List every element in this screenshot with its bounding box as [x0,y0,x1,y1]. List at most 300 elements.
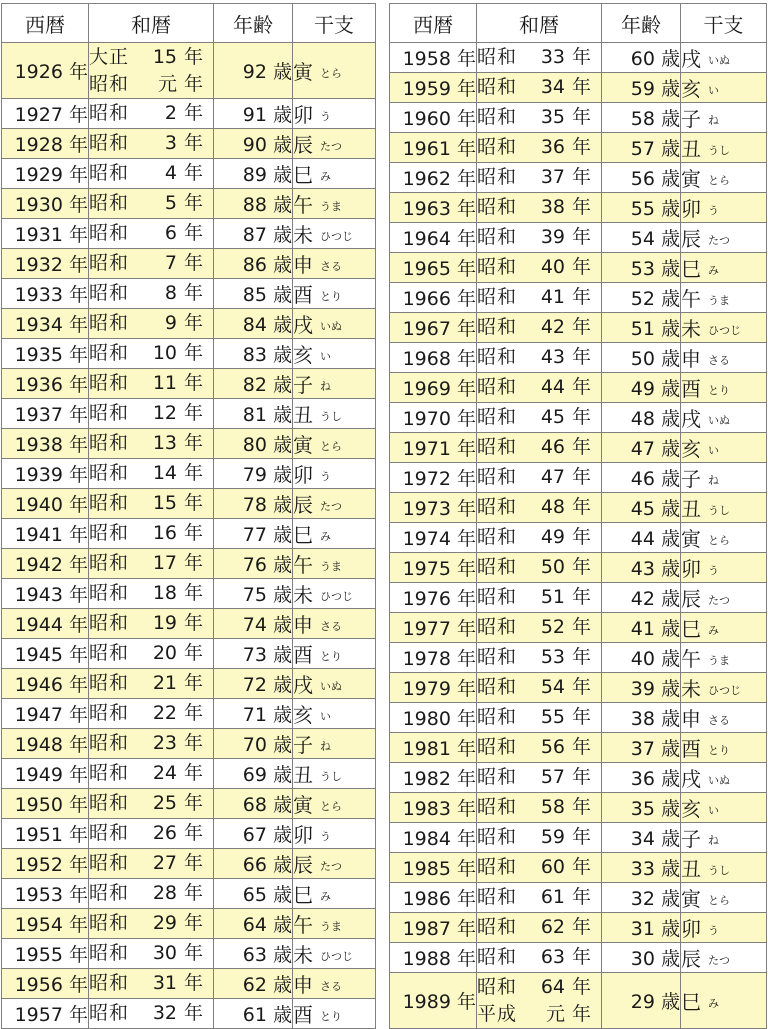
year-suffix: 年 [456,228,476,250]
year-suffix: 年 [456,48,476,70]
age-value: 50 [630,348,655,370]
year-suffix: 年 [68,134,88,156]
eto-cell [681,913,767,943]
eto-kanji: 未 [293,943,313,967]
era-year: 55 [540,706,565,728]
table-row [390,613,767,643]
eto-kanji: 丑 [681,137,701,161]
age-suffix: 歳 [660,768,680,790]
year-suffix: 年 [184,402,204,424]
wareki-line [477,134,601,161]
age-suffix: 歳 [660,798,680,820]
table-row [390,853,767,883]
table-row [2,399,376,429]
era-year: 18 [152,582,177,604]
age-cell [602,103,681,133]
wareki-line [89,44,213,71]
eto-cell [681,643,767,673]
wareki-line [89,730,213,757]
wareki-line [89,100,213,127]
eto-reading: うし [320,770,342,783]
wareki-cell [89,699,214,729]
eto-kanji: 申 [293,973,313,997]
year-suffix: 年 [572,886,592,908]
wareki-line [89,880,213,907]
eto-reading: い [320,710,331,723]
wareki-cell [89,459,214,489]
eto-reading: うま [320,560,342,573]
eto-kanji: 申 [681,707,701,731]
era-year: 12 [152,402,177,424]
year-suffix: 年 [456,528,476,550]
eto-cell [681,403,767,433]
wareki-line [477,464,601,491]
wareki-cell [89,609,214,639]
west-year-cell [390,283,477,313]
age-value: 51 [630,318,655,340]
wareki-cell [477,373,602,403]
year-suffix: 年 [68,464,88,486]
table-row [390,103,767,133]
year-suffix: 年 [68,614,88,636]
age-cell [602,43,681,73]
wareki-cell [89,669,214,699]
wareki-line [89,190,213,217]
eto-cell [681,943,767,973]
wareki-line [477,44,601,71]
year-suffix: 年 [572,226,592,248]
age-suffix: 歳 [660,738,680,760]
age-suffix: 歳 [272,464,292,486]
era-year: 42 [540,316,565,338]
year-suffix: 年 [68,644,88,666]
era-year: 51 [540,586,565,608]
year-suffix: 年 [456,888,476,910]
west-year: 1926 [14,61,63,83]
era-year: 20 [152,642,177,664]
eto-kanji: 寅 [681,167,701,191]
wareki-cell [477,493,602,523]
table-row [2,43,376,99]
eto-kanji: 午 [293,913,313,937]
eto-reading: み [320,170,331,183]
table-row [2,129,376,159]
west-year: 1964 [402,228,451,250]
table-row [2,489,376,519]
west-year: 1951 [14,824,63,846]
west-year-cell [2,969,89,999]
eto-cell [681,823,767,853]
wareki-line [89,670,213,697]
wareki-line [477,344,601,371]
eto-reading: とら [320,440,342,453]
age-value: 61 [242,1004,267,1026]
era-name: 昭和 [477,646,518,668]
eto-reading: うま [320,200,342,213]
eto-kanji: 子 [293,373,313,397]
age-suffix: 歳 [660,498,680,520]
year-suffix: 年 [184,822,204,844]
age-cell [214,939,293,969]
year-suffix: 年 [68,884,88,906]
age-value: 58 [630,108,655,130]
eto-reading: うま [708,654,730,667]
age-value: 33 [630,858,655,880]
era-year: 元 [157,72,177,95]
age-suffix: 歳 [272,494,292,516]
eto-kanji: 卯 [293,103,313,127]
age-value: 66 [242,854,267,876]
west-year-cell [390,913,477,943]
wareki-line [477,434,601,461]
eto-reading: とり [708,744,730,757]
eto-cell [293,999,376,1029]
table-row [390,913,767,943]
table-row [2,819,376,849]
eto-kanji: 卯 [681,917,701,941]
eto-kanji: 午 [293,193,313,217]
age-cell [214,969,293,999]
wareki-line [477,854,601,881]
age-cell [602,433,681,463]
wareki-line [477,584,601,611]
age-value: 79 [242,464,267,486]
age-suffix: 歳 [272,764,292,786]
wareki-line [89,280,213,307]
era-name: 昭和 [89,312,130,334]
age-cell [214,819,293,849]
eto-cell [681,313,767,343]
wareki-line [477,764,601,791]
age-value: 45 [630,498,655,520]
age-value: 68 [242,794,267,816]
year-suffix: 年 [456,588,476,610]
eto-cell [293,669,376,699]
year-suffix: 年 [572,46,592,68]
west-year-cell [390,313,477,343]
year-suffix: 年 [572,286,592,308]
wareki-cell [477,793,602,823]
age-value: 57 [630,138,655,160]
wareki-line [89,940,213,967]
west-year: 1961 [402,138,451,160]
year-suffix: 年 [68,944,88,966]
eto-reading: うし [320,410,342,423]
era-name: 昭和 [477,196,518,218]
age-cell [602,493,681,523]
wareki-cell [477,283,602,313]
header-age: 年齢 [214,4,293,43]
age-cell [214,879,293,909]
west-year-cell [2,609,89,639]
wareki-line [89,250,213,277]
year-suffix: 年 [572,376,592,398]
eto-kanji: 辰 [293,493,313,517]
age-cell [602,973,681,1029]
year-suffix: 年 [68,764,88,786]
age-value: 29 [630,991,655,1013]
wareki-line [89,520,213,547]
wareki-cell [477,823,602,853]
wareki-line [477,1001,601,1028]
era-name: 昭和 [477,946,518,968]
eto-cell [681,973,767,1029]
table-row [390,553,767,583]
era-name: 昭和 [477,46,518,68]
era-name: 昭和 [477,556,518,578]
wareki-line [89,700,213,727]
age-cell [602,403,681,433]
wareki-cell [89,369,214,399]
wareki-line [89,310,213,337]
age-suffix: 歳 [660,918,680,940]
eto-reading: とら [320,67,342,80]
age-suffix: 歳 [272,794,292,816]
header-eto: 干支 [681,4,767,43]
year-suffix: 年 [456,498,476,520]
eto-reading: たつ [708,594,730,607]
wareki-cell [89,939,214,969]
west-year-cell [2,789,89,819]
age-cell [214,999,293,1029]
age-suffix: 歳 [272,554,292,576]
year-suffix: 年 [572,316,592,338]
eto-cell [293,129,376,159]
wareki-cell [89,969,214,999]
wareki-cell [89,43,214,99]
table-row [390,883,767,913]
era-name: 昭和 [477,76,518,98]
table-row [390,43,767,73]
west-year-cell [2,849,89,879]
era-name: 昭和 [89,342,130,364]
wareki-cell [477,133,602,163]
eto-kanji: 酉 [293,643,313,667]
eto-cell [681,613,767,643]
west-year-cell [2,909,89,939]
eto-reading: う [320,470,331,483]
era-year: 21 [152,672,177,694]
eto-kanji: 寅 [681,527,701,551]
wareki-line [89,610,213,637]
year-suffix: 年 [456,738,476,760]
west-year-cell [390,793,477,823]
age-cell [602,193,681,223]
wareki-line [89,790,213,817]
eto-cell [293,459,376,489]
era-name: 昭和 [477,466,518,488]
west-year-cell [390,523,477,553]
era-name: 昭和 [89,252,130,274]
era-year: 19 [152,612,177,634]
west-year-cell [390,643,477,673]
west-year-cell [2,339,89,369]
age-suffix: 歳 [660,348,680,370]
eto-kanji: 申 [293,613,313,637]
west-year: 1983 [402,798,451,820]
eto-cell [293,279,376,309]
era-year: 36 [540,136,565,158]
eto-reading: う [320,110,331,123]
age-cell [602,793,681,823]
west-year-cell [2,579,89,609]
header-eto: 干支 [293,4,376,43]
header-west: 西暦 [2,4,89,43]
eto-kanji: 巳 [681,990,701,1014]
age-cell [602,703,681,733]
west-year: 1978 [402,648,451,670]
age-suffix: 歳 [272,704,292,726]
west-year-cell [390,733,477,763]
era-name: 昭和 [89,492,130,514]
era-year: 2 [164,102,177,124]
eto-kanji: 未 [681,317,701,341]
table-body-left [2,43,376,1029]
age-suffix: 歳 [660,288,680,310]
table-row [2,369,376,399]
west-year-cell [2,159,89,189]
era-name: 昭和 [477,826,518,848]
wareki-line [477,794,601,821]
year-suffix: 年 [572,916,592,938]
age-value: 90 [242,134,267,156]
table-row [2,249,376,279]
wareki-line [477,674,601,701]
age-cell [602,583,681,613]
west-year-cell [390,823,477,853]
eto-kanji: 子 [293,733,313,757]
table-row [390,163,767,193]
eto-reading: み [320,890,331,903]
wareki-line [89,820,213,847]
west-year: 1967 [402,318,451,340]
era-name: 昭和 [89,972,130,994]
era-year: 43 [540,346,565,368]
age-value: 41 [630,618,655,640]
wareki-cell [477,313,602,343]
wareki-cell [89,99,214,129]
table-row [2,189,376,219]
age-cell [602,163,681,193]
age-suffix: 歳 [660,318,680,340]
age-value: 56 [630,168,655,190]
age-value: 32 [630,888,655,910]
year-suffix: 年 [572,526,592,548]
eto-reading: たつ [708,954,730,967]
era-year: 27 [152,852,177,874]
eto-kanji: 寅 [293,433,313,457]
west-year: 1933 [14,284,63,306]
eto-kanji: 巳 [681,257,701,281]
year-suffix: 年 [572,76,592,98]
eto-kanji: 巳 [293,163,313,187]
age-cell [214,399,293,429]
wareki-line [477,164,601,191]
eto-kanji: 卯 [293,823,313,847]
eto-reading: とら [708,894,730,907]
year-suffix: 年 [68,914,88,936]
year-suffix: 年 [68,344,88,366]
era-name: 昭和 [89,1002,130,1024]
age-value: 87 [242,224,267,246]
age-value: 86 [242,254,267,276]
age-suffix: 歳 [272,434,292,456]
age-value: 77 [242,524,267,546]
west-year-cell [390,463,477,493]
era-name: 昭和 [89,162,130,184]
west-year: 1970 [402,408,451,430]
age-suffix: 歳 [660,438,680,460]
year-suffix: 年 [68,194,88,216]
year-suffix: 年 [184,702,204,724]
eto-kanji: 寅 [293,793,313,817]
era-year: 64 [540,975,565,998]
age-suffix: 歳 [272,314,292,336]
era-name: 昭和 [477,886,518,908]
eto-kanji: 申 [293,253,313,277]
age-cell [214,429,293,459]
era-name: 大正 [89,45,130,68]
west-year-cell [2,249,89,279]
age-value: 65 [242,884,267,906]
age-suffix: 歳 [660,991,680,1013]
age-cell [214,759,293,789]
west-year: 1939 [14,464,63,486]
era-name: 昭和 [89,522,130,544]
wareki-cell [89,549,214,579]
west-year: 1946 [14,674,63,696]
age-value: 73 [242,644,267,666]
age-cell [214,459,293,489]
west-year: 1981 [402,738,451,760]
year-suffix: 年 [184,522,204,544]
wareki-cell [477,43,602,73]
age-value: 85 [242,284,267,306]
table-row [390,73,767,103]
age-value: 60 [630,48,655,70]
year-suffix: 年 [456,378,476,400]
eto-reading: いぬ [708,774,730,787]
eto-cell [681,373,767,403]
eto-kanji: 辰 [293,853,313,877]
west-year: 1940 [14,494,63,516]
age-suffix: 歳 [660,378,680,400]
wareki-line [477,824,601,851]
wareki-line [477,374,601,401]
west-year: 1962 [402,168,451,190]
age-cell [602,943,681,973]
eto-reading: うし [708,864,730,877]
eto-cell [681,343,767,373]
age-value: 64 [242,914,267,936]
eto-cell [293,579,376,609]
era-name: 昭和 [89,612,130,634]
wareki-cell [477,343,602,373]
year-suffix: 年 [184,942,204,964]
era-name: 昭和 [477,226,518,248]
eto-cell [681,763,767,793]
eto-cell [681,223,767,253]
eto-cell [293,819,376,849]
age-cell [214,549,293,579]
era-name: 昭和 [477,856,518,878]
age-suffix: 歳 [660,648,680,670]
table-row [390,283,767,313]
age-cell [214,789,293,819]
wareki-cell [89,279,214,309]
table-row [2,279,376,309]
era-year: 6 [164,222,177,244]
